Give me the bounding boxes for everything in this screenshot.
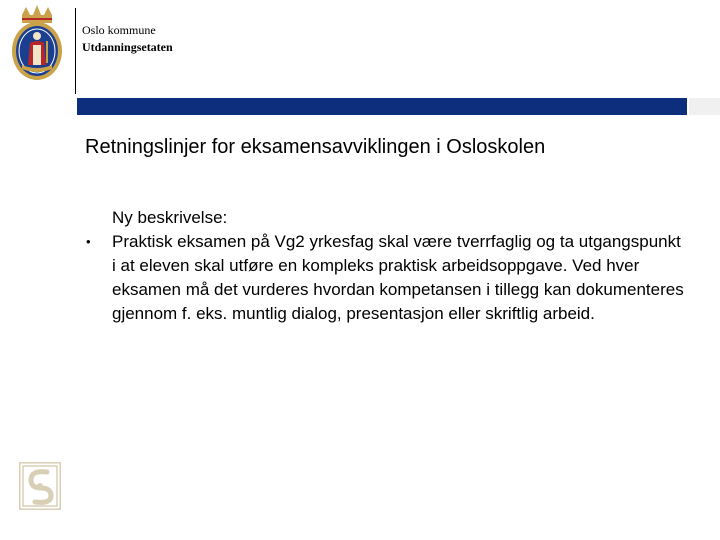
slide-body bbox=[85, 206, 685, 326]
bullet-icon: • bbox=[86, 234, 91, 249]
s-emblem-icon bbox=[19, 462, 61, 510]
org-name-line1: Oslo kommune bbox=[82, 23, 156, 37]
header-band bbox=[77, 98, 687, 115]
slide-title: Retningslinjer for eksamensavviklingen i Osloskolen bbox=[85, 136, 546, 158]
intro-text: Ny beskrivelse: bbox=[112, 208, 228, 227]
bullet-text: Praktisk eksamen på Vg2 yrkesfag skal være tverrfaglig og ta utgangspunkt i at eleven skal utføre en kompleks praktisk arbeidsoppgave. Ved hver eksamen må det vurderes hvordan kompetansen i tillegg kan dokumenteres gjennom f. eks. muntlig dialog, presentasjon eller skriftlig arbeid. bbox=[112, 232, 684, 323]
list-item bbox=[85, 230, 685, 326]
header-band-end bbox=[689, 98, 720, 115]
header-divider bbox=[75, 8, 76, 94]
org-name-line2: Utdanningsetaten bbox=[82, 40, 173, 54]
oslo-coat-of-arms-icon bbox=[8, 5, 66, 83]
organization-name bbox=[82, 22, 173, 56]
